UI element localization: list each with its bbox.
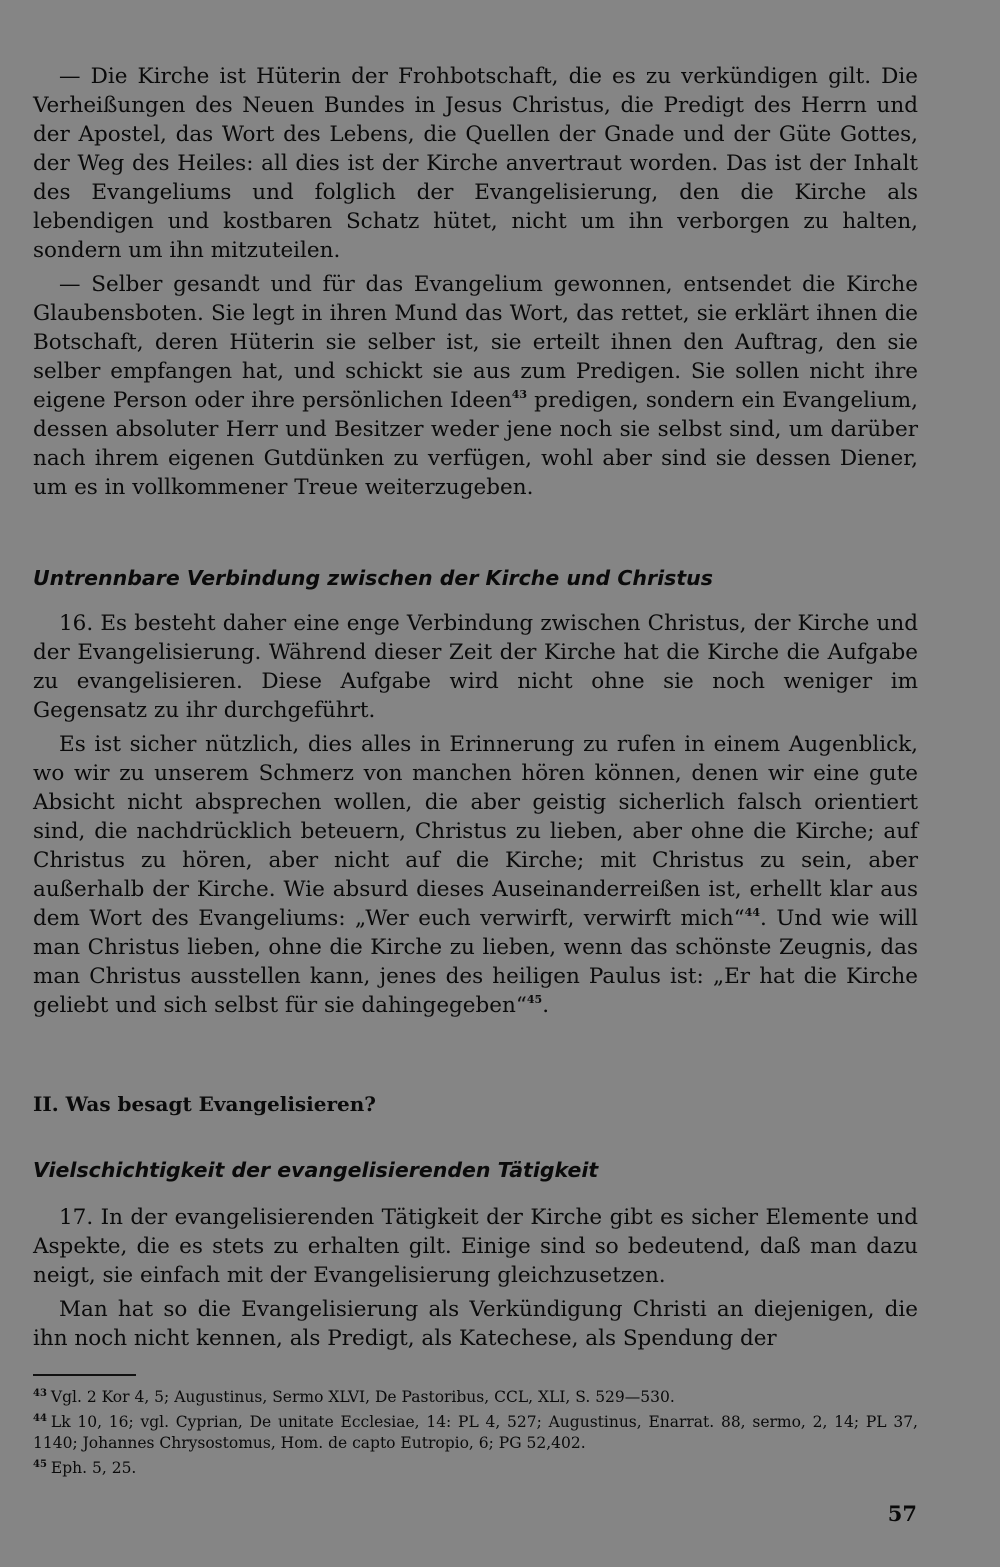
subheading: Untrennbare Verbindung zwischen der Kirche und Christus — [33, 566, 713, 590]
paragraph: Man hat so die Evangelisierung als Verkündigung Christi an diejenigen, die ihn noch nicht kennen, als Predigt, als Katechese, als Spendung der — [33, 1297, 918, 1351]
section-c-text — [33, 1203, 918, 1353]
footnote-reference: 45 — [526, 993, 543, 1006]
section-a-text — [33, 62, 918, 507]
paragraph — [33, 730, 918, 1020]
footnote — [33, 1383, 918, 1408]
footnote — [33, 1454, 918, 1479]
paragraph-text: . — [542, 993, 550, 1018]
footnote-text: Vgl. 2 Kor 4, 5; Augustinus, Sermo XLVI, De Pastoribus, CCL, XLI, S. 529—530. — [50, 1388, 675, 1406]
footnotes — [33, 1383, 918, 1479]
paragraph: 16. Es besteht daher eine enge Verbindung zwischen Christus, der Kirche und der Evangelisierung. Während dieser Zeit der Kirche hat die Kirche die Aufgabe zu evangelisieren. Diese Aufgabe wird nicht ohne sie noch weniger im Gegensatz zu ihr durchgeführt. — [33, 611, 918, 723]
footnote-mark: 43 — [33, 1388, 47, 1399]
footnote-reference: 44 — [744, 906, 760, 919]
paragraph — [33, 270, 918, 502]
paragraph: — Die Kirche ist Hüterin der Frohbotschaft, die es zu verkündigen gilt. Die Verheißungen des Neuen Bundes in Jesus Christus, die Predigt des Herrn und der Apostel, das Wort des Lebens, die Quellen der Gnade und der Güte Gottes, der Weg des Heiles: all dies ist der Kirche anvertraut worden. Das ist der Inhalt des Evangeliums und folglich der Evangelisierung, den die Kirche als lebendigen und kostbaren Schatz hütet, nicht um ihn verborgen zu halten, sondern um ihn mitzuteilen. — [33, 64, 918, 263]
page-number: 57 — [887, 1501, 917, 1526]
footnote-text: Eph. 5, 25. — [50, 1459, 137, 1477]
footnote-reference: 43 — [511, 388, 527, 401]
paragraph-text: Es ist sicher nützlich, dies alles in Erinnerung zu rufen in einem Augenblick, wo wir zu unserem Schmerz von manchen hören können, denen wir eine gute Absicht nicht absprechen wollen, die aber geistig sicherlich falsch orientiert sind, die nachdrücklich beteuern, Christus zu lieben, aber ohne die Kirche; auf Christus zu hören, aber nicht auf die Kirche; mit Christus zu sein, aber außerhalb der Kirche. Wie absurd dieses Auseinanderreißen ist, erhellt klar aus dem Wort des Evangeliums: „Wer euch verwirft, verwirft mich“ — [33, 732, 918, 931]
subheading: Vielschichtigkeit der evangelisierenden Tätigkeit — [33, 1158, 599, 1182]
paragraph-text: . Und wie will man Christus lieben, ohne die Kirche zu lieben, wenn das schönste Zeugnis, das man Christus ausstellen kann, jenes des heiligen Paulus ist: „Er hat die Kirche geliebt und sich selbst für sie dahingegeben“ — [33, 906, 918, 1018]
footnote-mark: 45 — [33, 1459, 47, 1470]
paragraph-text: — Selber gesandt und für das Evangelium gewonnen, entsendet die Kirche Glaubensboten. Sie legt in ihren Mund das Wort, das rettet, sie erklärt ihnen die Botschaft, deren Hüterin sie selber ist, sie erteilt ihnen den Auftrag, den sie selber empfangen hat, und schickt sie aus zum Predigen. Sie sollen nicht ihre eigene Person oder ihre persönlichen Ideen — [33, 272, 918, 413]
paragraph-text: predigen, sondern ein Evangelium, dessen absoluter Herr und Besitzer weder jene noch sie selbst sind, um darüber nach ihrem eigenen Gutdünken zu verfügen, wohl aber sind sie dessen Diener, um es in vollkommener Treue weiterzugeben. — [33, 388, 918, 500]
footnote-divider — [33, 1374, 136, 1376]
footnote-text: Lk 10, 16; vgl. Cyprian, De unitate Ecclesiae, 14: PL 4, 527; Augustinus, Enarrat. 88, sermo, 2, 14; PL 37, 1140; Johannes Chrysostomus, Hom. de capto Eutropio, 6; PG 52,402. — [33, 1413, 918, 1452]
footnote-mark: 44 — [33, 1413, 47, 1424]
section-b-text — [33, 609, 918, 1025]
section-heading: II. Was besagt Evangelisieren? — [33, 1092, 377, 1116]
footnote — [33, 1408, 918, 1454]
paragraph: 17. In der evangelisierenden Tätigkeit der Kirche gibt es sicher Elemente und Aspekte, die es stets zu erhalten gilt. Einige sind so bedeutend, daß man dazu neigt, sie einfach mit der Evangelisierung gleichzusetzen. — [33, 1205, 918, 1288]
